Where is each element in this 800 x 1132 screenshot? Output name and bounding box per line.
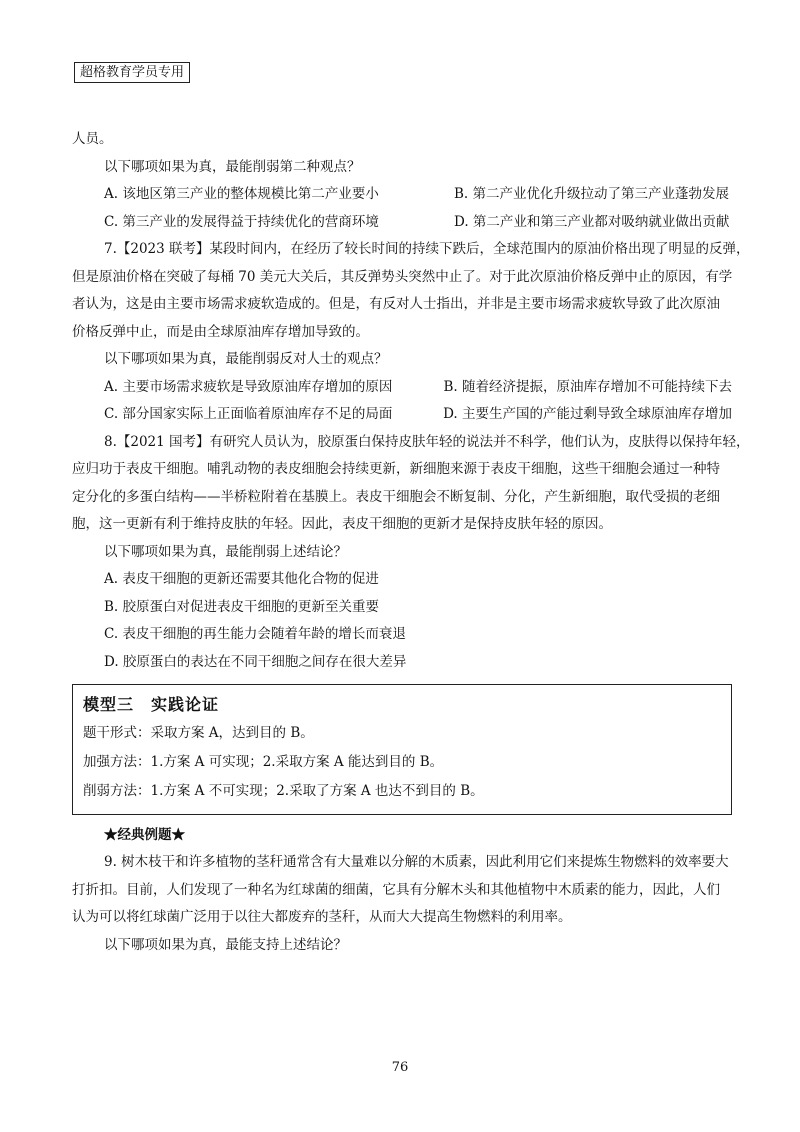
q8-stem-line-1: 8.【2021 国考】有研究人员认为，胶原蛋白保持皮肤年轻的说法并不科学，他们认为，皮肤得以保持年轻，: [104, 433, 750, 450]
q8-stem-line-2: 应归功于表皮干细胞。哺乳动物的表皮细胞会持续更新，新细胞来源于表皮干细胞，这些干细胞会通过一种特: [72, 461, 720, 477]
q7-prompt: 以下哪项如果为真，最能削弱反对人士的观点？: [104, 351, 388, 367]
q7-option-b: B. 随着经济提振，原油库存增加不可能持续下去: [443, 378, 732, 395]
q8-stem-line-4: 胞，这一更新有利于维持皮肤的年轻。因此，表皮干细胞的更新才是保持皮肤年轻的原因。: [72, 516, 612, 532]
q9-stem-line-3: 认为可以将红球菌广泛用于以往大都废弃的茎秆，从而大大提高生物燃料的利用率。: [72, 909, 572, 925]
q9-stem-line-2: 打折扣。目前，人们发现了一种名为红球菌的细菌，它具有分解木头和其他植物中木质素的能力，因此，人们: [72, 881, 720, 898]
q7-option-a: A. 主要市场需求疲软是导致原油库存增加的原因: [104, 378, 393, 395]
q7-stem-line-4: 价格反弹中止，而是由全球原油库存增加导致的。: [72, 323, 369, 340]
q8-prompt: 以下哪项如果为真，最能削弱上述结论？: [104, 543, 347, 560]
q7-options-row-1: [72, 374, 732, 402]
q6-option-c: C. 第三产业的发展得益于持续优化的营商环境: [104, 213, 379, 230]
intro-tail: 人员。: [72, 131, 113, 147]
model-three-box: [72, 684, 732, 815]
q6-option-d: D. 第二产业和第三产业都对吸纳就业做出贡献: [454, 213, 730, 230]
q6-options-row-1: [72, 181, 732, 209]
q8-stem-line-3: 定分化的多蛋白结构——半桥粒附着在基膜上。表皮干细胞会不断复制、分化，产生新细胞，取代受损的老细: [72, 488, 720, 505]
header-tag: 超格教育学员专用: [74, 62, 190, 83]
q7-stem-line-1: 7.【2023 联考】某段时间内，在经历了较长时间的持续下跌后，全球范围内的原油价格出现了明显的反弹，: [104, 241, 750, 257]
q7-stem-line-2: 但是原油价格在突破了每桶 70 美元大关后，其反弹势头突然中止了。对于此次原油价格反弹中止的原因，有学: [72, 268, 733, 285]
q6-prompt: 以下哪项如果为真，最能削弱第二种观点？: [104, 158, 361, 175]
q7-option-d: D. 主要生产国的产能过剩导致全球原油库存增加: [443, 406, 732, 422]
q7-stem-line-3: 者认为，这是由主要市场需求疲软造成的。但是，有反对人士指出，并非是主要市场需求疲软导致了此次原油: [72, 296, 720, 312]
q6-options-row-2: [72, 209, 732, 237]
classic-example-heading: ★经典例题★: [104, 827, 185, 843]
q6-option-a: A. 该地区第三产业的整体规模比第二产业要小: [104, 186, 379, 202]
q8-option-a: A. 表皮干细胞的更新还需要其他化合物的促进: [104, 571, 379, 587]
page-content: [72, 126, 750, 959]
q8-option-b: B. 胶原蛋白对促进表皮干细胞的更新至关重要: [104, 598, 380, 615]
model-three-title: 模型三 实践论证: [83, 695, 220, 714]
model-three-form: 题干形式：采取方案 A，达到目的 B。: [83, 725, 314, 741]
model-three-weaken: 削弱方法：1.方案 A 不可实现；2.采取了方案 A 也达不到目的 B。: [83, 783, 484, 799]
model-three-strengthen: 加强方法：1.方案 A 可实现；2.采取方案 A 能达到目的 B。: [83, 754, 444, 770]
q7-options-row-2: [72, 401, 732, 429]
q9-prompt: 以下哪项如果为真，最能支持上述结论？: [104, 936, 347, 953]
q6-option-b: B. 第二产业优化升级拉动了第三产业蓬勃发展: [454, 186, 730, 202]
q8-option-d: D. 胶原蛋白的表达在不同干细胞之间存在很大差异: [104, 653, 407, 670]
q9-stem-line-1: 9. 树木枝干和许多植物的茎秆通常含有大量难以分解的木质素，因此利用它们来提炼生物燃料的效率要大: [104, 854, 729, 870]
page-number: 76: [391, 1060, 409, 1075]
q7-option-c: C. 部分国家实际上正面临着原油库存不足的局面: [104, 406, 393, 422]
q8-option-c: C. 表皮干细胞的再生能力会随着年龄的增长而衰退: [104, 626, 406, 642]
